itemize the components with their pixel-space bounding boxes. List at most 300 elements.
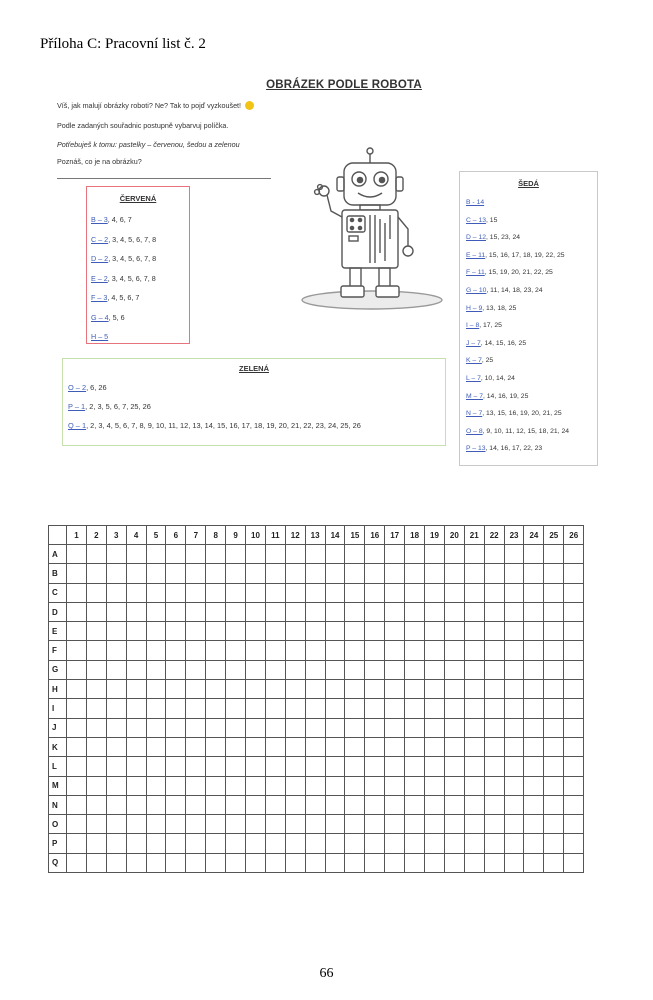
grid-cell[interactable] bbox=[305, 564, 325, 583]
grid-cell[interactable] bbox=[67, 757, 87, 776]
grid-cell[interactable] bbox=[484, 680, 504, 699]
grid-cell[interactable] bbox=[67, 776, 87, 795]
grid-cell[interactable] bbox=[246, 815, 266, 834]
grid-cell[interactable] bbox=[484, 622, 504, 641]
grid-cell[interactable] bbox=[305, 680, 325, 699]
grid-cell[interactable] bbox=[265, 583, 285, 602]
grid-cell[interactable] bbox=[166, 660, 186, 679]
grid-cell[interactable] bbox=[504, 776, 524, 795]
grid-cell[interactable] bbox=[325, 699, 345, 718]
grid-cell[interactable] bbox=[425, 545, 445, 564]
grid-cell[interactable] bbox=[86, 757, 106, 776]
grid-cell[interactable] bbox=[365, 795, 385, 814]
grid-cell[interactable] bbox=[484, 776, 504, 795]
grid-cell[interactable] bbox=[484, 564, 504, 583]
grid-cell[interactable] bbox=[305, 583, 325, 602]
grid-cell[interactable] bbox=[385, 641, 405, 660]
grid-cell[interactable] bbox=[126, 602, 146, 621]
grid-cell[interactable] bbox=[425, 564, 445, 583]
grid-cell[interactable] bbox=[126, 776, 146, 795]
grid-cell[interactable] bbox=[67, 815, 87, 834]
grid-cell[interactable] bbox=[265, 795, 285, 814]
grid-cell[interactable] bbox=[226, 757, 246, 776]
grid-cell[interactable] bbox=[246, 853, 266, 872]
grid-cell[interactable] bbox=[524, 660, 544, 679]
grid-cell[interactable] bbox=[206, 602, 226, 621]
grid-cell[interactable] bbox=[444, 757, 464, 776]
grid-cell[interactable] bbox=[425, 776, 445, 795]
grid-cell[interactable] bbox=[544, 545, 564, 564]
grid-cell[interactable] bbox=[67, 602, 87, 621]
grid-cell[interactable] bbox=[325, 564, 345, 583]
grid-cell[interactable] bbox=[365, 776, 385, 795]
grid-cell[interactable] bbox=[524, 699, 544, 718]
grid-cell[interactable] bbox=[564, 660, 584, 679]
grid-cell[interactable] bbox=[305, 622, 325, 641]
grid-cell[interactable] bbox=[305, 737, 325, 756]
grid-cell[interactable] bbox=[246, 757, 266, 776]
grid-cell[interactable] bbox=[564, 545, 584, 564]
grid-cell[interactable] bbox=[126, 699, 146, 718]
grid-cell[interactable] bbox=[484, 545, 504, 564]
grid-cell[interactable] bbox=[405, 834, 425, 853]
grid-cell[interactable] bbox=[444, 776, 464, 795]
grid-cell[interactable] bbox=[285, 815, 305, 834]
grid-cell[interactable] bbox=[524, 641, 544, 660]
grid-cell[interactable] bbox=[325, 622, 345, 641]
grid-cell[interactable] bbox=[504, 583, 524, 602]
grid-cell[interactable] bbox=[285, 718, 305, 737]
grid-cell[interactable] bbox=[484, 583, 504, 602]
grid-cell[interactable] bbox=[126, 853, 146, 872]
grid-cell[interactable] bbox=[226, 795, 246, 814]
grid-cell[interactable] bbox=[425, 699, 445, 718]
grid-cell[interactable] bbox=[305, 815, 325, 834]
grid-cell[interactable] bbox=[524, 795, 544, 814]
grid-cell[interactable] bbox=[106, 853, 126, 872]
grid-cell[interactable] bbox=[86, 660, 106, 679]
grid-cell[interactable] bbox=[226, 583, 246, 602]
grid-cell[interactable] bbox=[186, 757, 206, 776]
grid-cell[interactable] bbox=[166, 776, 186, 795]
grid-cell[interactable] bbox=[444, 641, 464, 660]
grid-cell[interactable] bbox=[544, 815, 564, 834]
grid-cell[interactable] bbox=[365, 699, 385, 718]
grid-cell[interactable] bbox=[444, 564, 464, 583]
grid-cell[interactable] bbox=[166, 680, 186, 699]
grid-cell[interactable] bbox=[126, 737, 146, 756]
grid-cell[interactable] bbox=[86, 853, 106, 872]
grid-cell[interactable] bbox=[564, 834, 584, 853]
grid-cell[interactable] bbox=[126, 545, 146, 564]
grid-cell[interactable] bbox=[265, 699, 285, 718]
grid-cell[interactable] bbox=[524, 622, 544, 641]
grid-cell[interactable] bbox=[86, 834, 106, 853]
grid-cell[interactable] bbox=[325, 680, 345, 699]
grid-cell[interactable] bbox=[325, 718, 345, 737]
grid-cell[interactable] bbox=[285, 622, 305, 641]
grid-cell[interactable] bbox=[544, 737, 564, 756]
grid-cell[interactable] bbox=[126, 815, 146, 834]
grid-cell[interactable] bbox=[325, 545, 345, 564]
grid-cell[interactable] bbox=[67, 853, 87, 872]
grid-cell[interactable] bbox=[246, 834, 266, 853]
grid-cell[interactable] bbox=[146, 834, 166, 853]
grid-cell[interactable] bbox=[67, 718, 87, 737]
grid-cell[interactable] bbox=[305, 660, 325, 679]
grid-cell[interactable] bbox=[265, 776, 285, 795]
grid-cell[interactable] bbox=[524, 776, 544, 795]
grid-cell[interactable] bbox=[305, 699, 325, 718]
grid-cell[interactable] bbox=[504, 641, 524, 660]
grid-cell[interactable] bbox=[444, 602, 464, 621]
grid-cell[interactable] bbox=[146, 776, 166, 795]
grid-cell[interactable] bbox=[186, 795, 206, 814]
grid-cell[interactable] bbox=[544, 718, 564, 737]
grid-cell[interactable] bbox=[285, 699, 305, 718]
grid-cell[interactable] bbox=[146, 795, 166, 814]
grid-cell[interactable] bbox=[86, 718, 106, 737]
grid-cell[interactable] bbox=[564, 583, 584, 602]
grid-cell[interactable] bbox=[67, 583, 87, 602]
grid-cell[interactable] bbox=[405, 776, 425, 795]
grid-cell[interactable] bbox=[86, 641, 106, 660]
grid-cell[interactable] bbox=[285, 602, 305, 621]
grid-cell[interactable] bbox=[146, 602, 166, 621]
grid-cell[interactable] bbox=[186, 853, 206, 872]
grid-cell[interactable] bbox=[385, 564, 405, 583]
grid-cell[interactable] bbox=[504, 795, 524, 814]
grid-cell[interactable] bbox=[106, 602, 126, 621]
grid-cell[interactable] bbox=[86, 795, 106, 814]
grid-cell[interactable] bbox=[86, 583, 106, 602]
grid-cell[interactable] bbox=[564, 795, 584, 814]
grid-cell[interactable] bbox=[246, 718, 266, 737]
grid-cell[interactable] bbox=[206, 776, 226, 795]
grid-cell[interactable] bbox=[365, 853, 385, 872]
grid-cell[interactable] bbox=[524, 853, 544, 872]
grid-cell[interactable] bbox=[325, 602, 345, 621]
grid-cell[interactable] bbox=[405, 622, 425, 641]
grid-cell[interactable] bbox=[166, 815, 186, 834]
grid-cell[interactable] bbox=[265, 641, 285, 660]
grid-cell[interactable] bbox=[305, 776, 325, 795]
grid-cell[interactable] bbox=[146, 853, 166, 872]
grid-cell[interactable] bbox=[365, 602, 385, 621]
grid-cell[interactable] bbox=[325, 660, 345, 679]
grid-cell[interactable] bbox=[285, 853, 305, 872]
grid-cell[interactable] bbox=[504, 718, 524, 737]
grid-cell[interactable] bbox=[385, 583, 405, 602]
grid-cell[interactable] bbox=[206, 545, 226, 564]
grid-cell[interactable] bbox=[464, 795, 484, 814]
grid-cell[interactable] bbox=[106, 815, 126, 834]
grid-cell[interactable] bbox=[405, 583, 425, 602]
grid-cell[interactable] bbox=[544, 660, 564, 679]
grid-cell[interactable] bbox=[106, 737, 126, 756]
grid-cell[interactable] bbox=[106, 660, 126, 679]
grid-cell[interactable] bbox=[126, 583, 146, 602]
grid-cell[interactable] bbox=[226, 641, 246, 660]
grid-cell[interactable] bbox=[425, 622, 445, 641]
grid-cell[interactable] bbox=[126, 680, 146, 699]
grid-cell[interactable] bbox=[226, 776, 246, 795]
grid-cell[interactable] bbox=[345, 564, 365, 583]
grid-cell[interactable] bbox=[544, 834, 564, 853]
grid-cell[interactable] bbox=[246, 699, 266, 718]
grid-cell[interactable] bbox=[146, 757, 166, 776]
grid-cell[interactable] bbox=[186, 545, 206, 564]
grid-cell[interactable] bbox=[444, 834, 464, 853]
grid-cell[interactable] bbox=[166, 583, 186, 602]
grid-cell[interactable] bbox=[504, 680, 524, 699]
grid-cell[interactable] bbox=[285, 564, 305, 583]
grid-cell[interactable] bbox=[285, 583, 305, 602]
grid-cell[interactable] bbox=[265, 622, 285, 641]
grid-cell[interactable] bbox=[464, 815, 484, 834]
grid-cell[interactable] bbox=[186, 660, 206, 679]
grid-cell[interactable] bbox=[265, 718, 285, 737]
grid-cell[interactable] bbox=[226, 545, 246, 564]
grid-cell[interactable] bbox=[385, 680, 405, 699]
grid-cell[interactable] bbox=[285, 757, 305, 776]
grid-cell[interactable] bbox=[106, 545, 126, 564]
grid-cell[interactable] bbox=[425, 815, 445, 834]
grid-cell[interactable] bbox=[564, 564, 584, 583]
grid-cell[interactable] bbox=[444, 660, 464, 679]
grid-cell[interactable] bbox=[265, 834, 285, 853]
grid-cell[interactable] bbox=[405, 641, 425, 660]
grid-cell[interactable] bbox=[345, 737, 365, 756]
grid-cell[interactable] bbox=[504, 834, 524, 853]
grid-cell[interactable] bbox=[146, 737, 166, 756]
grid-cell[interactable] bbox=[444, 699, 464, 718]
grid-cell[interactable] bbox=[166, 699, 186, 718]
grid-cell[interactable] bbox=[484, 718, 504, 737]
grid-cell[interactable] bbox=[484, 602, 504, 621]
grid-cell[interactable] bbox=[246, 545, 266, 564]
grid-cell[interactable] bbox=[484, 815, 504, 834]
grid-cell[interactable] bbox=[86, 680, 106, 699]
grid-cell[interactable] bbox=[206, 583, 226, 602]
grid-cell[interactable] bbox=[464, 564, 484, 583]
grid-cell[interactable] bbox=[425, 757, 445, 776]
grid-cell[interactable] bbox=[325, 853, 345, 872]
grid-cell[interactable] bbox=[305, 641, 325, 660]
grid-cell[interactable] bbox=[285, 737, 305, 756]
grid-cell[interactable] bbox=[504, 622, 524, 641]
grid-cell[interactable] bbox=[385, 795, 405, 814]
grid-cell[interactable] bbox=[464, 660, 484, 679]
grid-cell[interactable] bbox=[544, 564, 564, 583]
grid-cell[interactable] bbox=[126, 622, 146, 641]
grid-cell[interactable] bbox=[186, 583, 206, 602]
grid-cell[interactable] bbox=[67, 680, 87, 699]
grid-cell[interactable] bbox=[345, 641, 365, 660]
grid-cell[interactable] bbox=[186, 776, 206, 795]
grid-cell[interactable] bbox=[67, 545, 87, 564]
grid-cell[interactable] bbox=[385, 776, 405, 795]
grid-cell[interactable] bbox=[86, 622, 106, 641]
grid-cell[interactable] bbox=[146, 718, 166, 737]
grid-cell[interactable] bbox=[265, 757, 285, 776]
grid-cell[interactable] bbox=[265, 853, 285, 872]
grid-cell[interactable] bbox=[86, 815, 106, 834]
grid-cell[interactable] bbox=[484, 853, 504, 872]
grid-cell[interactable] bbox=[305, 795, 325, 814]
grid-cell[interactable] bbox=[405, 815, 425, 834]
grid-cell[interactable] bbox=[345, 545, 365, 564]
grid-cell[interactable] bbox=[226, 815, 246, 834]
grid-cell[interactable] bbox=[564, 776, 584, 795]
grid-cell[interactable] bbox=[405, 660, 425, 679]
grid-cell[interactable] bbox=[186, 564, 206, 583]
grid-cell[interactable] bbox=[186, 737, 206, 756]
grid-cell[interactable] bbox=[365, 757, 385, 776]
grid-cell[interactable] bbox=[365, 680, 385, 699]
grid-cell[interactable] bbox=[405, 737, 425, 756]
grid-cell[interactable] bbox=[345, 660, 365, 679]
grid-cell[interactable] bbox=[265, 680, 285, 699]
grid-cell[interactable] bbox=[86, 776, 106, 795]
grid-cell[interactable] bbox=[464, 545, 484, 564]
grid-cell[interactable] bbox=[265, 564, 285, 583]
grid-cell[interactable] bbox=[325, 815, 345, 834]
grid-cell[interactable] bbox=[186, 834, 206, 853]
grid-cell[interactable] bbox=[126, 660, 146, 679]
grid-cell[interactable] bbox=[385, 718, 405, 737]
grid-cell[interactable] bbox=[206, 641, 226, 660]
grid-cell[interactable] bbox=[126, 641, 146, 660]
grid-cell[interactable] bbox=[186, 699, 206, 718]
grid-cell[interactable] bbox=[146, 699, 166, 718]
grid-cell[interactable] bbox=[166, 757, 186, 776]
grid-cell[interactable] bbox=[544, 680, 564, 699]
grid-cell[interactable] bbox=[464, 737, 484, 756]
grid-cell[interactable] bbox=[564, 718, 584, 737]
grid-cell[interactable] bbox=[206, 718, 226, 737]
grid-cell[interactable] bbox=[206, 795, 226, 814]
grid-cell[interactable] bbox=[206, 737, 226, 756]
grid-cell[interactable] bbox=[544, 583, 564, 602]
grid-cell[interactable] bbox=[425, 660, 445, 679]
grid-cell[interactable] bbox=[365, 583, 385, 602]
grid-cell[interactable] bbox=[405, 718, 425, 737]
grid-cell[interactable] bbox=[504, 699, 524, 718]
grid-cell[interactable] bbox=[246, 660, 266, 679]
grid-cell[interactable] bbox=[246, 564, 266, 583]
grid-cell[interactable] bbox=[564, 737, 584, 756]
grid-cell[interactable] bbox=[126, 564, 146, 583]
grid-cell[interactable] bbox=[564, 853, 584, 872]
grid-cell[interactable] bbox=[405, 757, 425, 776]
grid-cell[interactable] bbox=[444, 583, 464, 602]
grid-cell[interactable] bbox=[246, 737, 266, 756]
grid-cell[interactable] bbox=[504, 564, 524, 583]
grid-cell[interactable] bbox=[564, 699, 584, 718]
grid-cell[interactable] bbox=[544, 622, 564, 641]
grid-cell[interactable] bbox=[484, 699, 504, 718]
grid-cell[interactable] bbox=[206, 660, 226, 679]
grid-cell[interactable] bbox=[524, 583, 544, 602]
grid-cell[interactable] bbox=[564, 815, 584, 834]
grid-cell[interactable] bbox=[106, 641, 126, 660]
grid-cell[interactable] bbox=[365, 622, 385, 641]
grid-cell[interactable] bbox=[345, 680, 365, 699]
grid-cell[interactable] bbox=[385, 602, 405, 621]
grid-cell[interactable] bbox=[444, 815, 464, 834]
grid-cell[interactable] bbox=[246, 622, 266, 641]
grid-cell[interactable] bbox=[126, 795, 146, 814]
grid-cell[interactable] bbox=[385, 545, 405, 564]
grid-cell[interactable] bbox=[325, 737, 345, 756]
grid-cell[interactable] bbox=[226, 602, 246, 621]
grid-cell[interactable] bbox=[146, 564, 166, 583]
grid-cell[interactable] bbox=[444, 737, 464, 756]
grid-cell[interactable] bbox=[564, 680, 584, 699]
grid-cell[interactable] bbox=[67, 622, 87, 641]
grid-cell[interactable] bbox=[146, 641, 166, 660]
grid-cell[interactable] bbox=[524, 718, 544, 737]
grid-cell[interactable] bbox=[206, 853, 226, 872]
grid-cell[interactable] bbox=[385, 853, 405, 872]
grid-cell[interactable] bbox=[166, 853, 186, 872]
grid-cell[interactable] bbox=[206, 622, 226, 641]
grid-cell[interactable] bbox=[325, 776, 345, 795]
grid-cell[interactable] bbox=[325, 757, 345, 776]
grid-cell[interactable] bbox=[106, 680, 126, 699]
grid-cell[interactable] bbox=[544, 602, 564, 621]
grid-cell[interactable] bbox=[345, 602, 365, 621]
grid-cell[interactable] bbox=[544, 757, 564, 776]
grid-cell[interactable] bbox=[365, 815, 385, 834]
grid-cell[interactable] bbox=[345, 853, 365, 872]
grid-cell[interactable] bbox=[226, 737, 246, 756]
grid-cell[interactable] bbox=[345, 699, 365, 718]
grid-cell[interactable] bbox=[106, 757, 126, 776]
grid-cell[interactable] bbox=[405, 680, 425, 699]
grid-cell[interactable] bbox=[524, 815, 544, 834]
grid-cell[interactable] bbox=[186, 602, 206, 621]
grid-cell[interactable] bbox=[67, 795, 87, 814]
grid-cell[interactable] bbox=[67, 564, 87, 583]
grid-cell[interactable] bbox=[524, 564, 544, 583]
grid-cell[interactable] bbox=[226, 853, 246, 872]
grid-cell[interactable] bbox=[325, 583, 345, 602]
grid-cell[interactable] bbox=[146, 545, 166, 564]
grid-cell[interactable] bbox=[106, 622, 126, 641]
grid-cell[interactable] bbox=[484, 641, 504, 660]
grid-cell[interactable] bbox=[265, 602, 285, 621]
grid-cell[interactable] bbox=[226, 660, 246, 679]
grid-cell[interactable] bbox=[464, 776, 484, 795]
grid-cell[interactable] bbox=[206, 834, 226, 853]
grid-cell[interactable] bbox=[464, 853, 484, 872]
grid-cell[interactable] bbox=[126, 834, 146, 853]
grid-cell[interactable] bbox=[385, 834, 405, 853]
grid-cell[interactable] bbox=[246, 583, 266, 602]
grid-cell[interactable] bbox=[504, 853, 524, 872]
grid-cell[interactable] bbox=[186, 680, 206, 699]
grid-cell[interactable] bbox=[246, 795, 266, 814]
grid-cell[interactable] bbox=[166, 834, 186, 853]
grid-cell[interactable] bbox=[166, 641, 186, 660]
grid-cell[interactable] bbox=[365, 641, 385, 660]
grid-cell[interactable] bbox=[186, 641, 206, 660]
grid-cell[interactable] bbox=[206, 699, 226, 718]
grid-cell[interactable] bbox=[425, 834, 445, 853]
grid-cell[interactable] bbox=[226, 834, 246, 853]
